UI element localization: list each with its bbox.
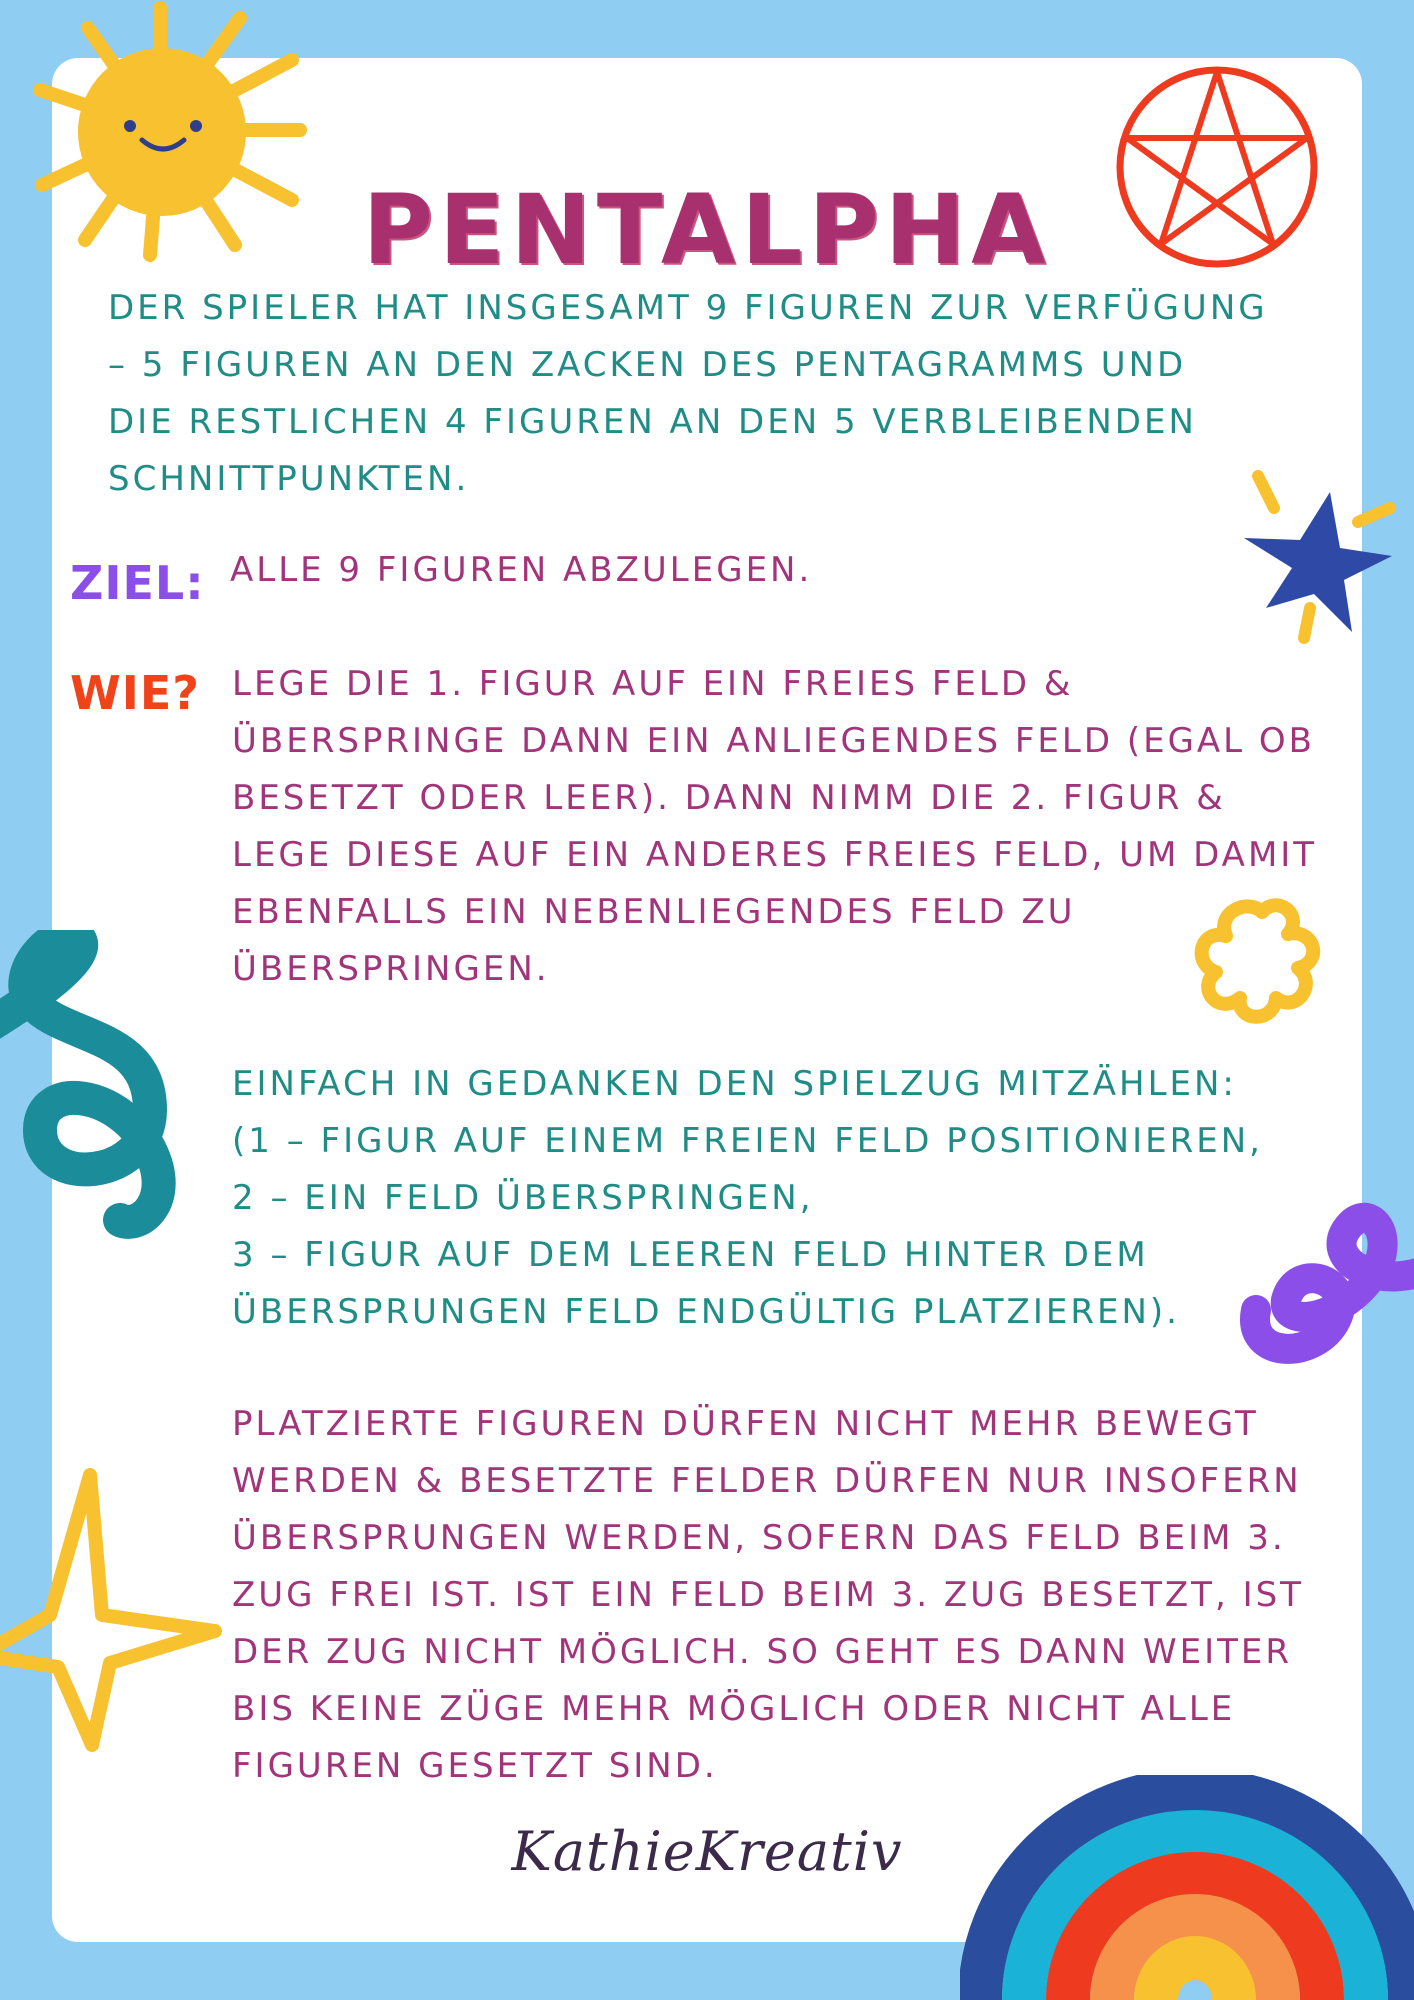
how-label: WIE? — [70, 666, 200, 720]
how-steps-text: LEGE DIE 1. FIGUR AUF EIN FREIES FELD & ÜBERSPRINGE DANN EIN ANLIEGENDES FELD (EGAL OB BESETZT ODER LEER). DANN NIMM DIE 2. FIGUR & LEGE DIESE AUF EIN ANDERES FREIES FELD, UM DAMIT EBENFALLS EIN NEBENLIEGENDES FELD ZU ÜBERSPRINGEN. — [232, 664, 1318, 989]
yellow-outline-star-icon — [0, 1455, 240, 1755]
signature: KathieKreativ — [511, 1820, 903, 1883]
page-title: PENTALPHA — [362, 174, 1052, 287]
intro-text: DER SPIELER HAT INSGESAMT 9 FIGUREN ZUR VERFÜGUNG – 5 FIGUREN AN DEN ZACKEN DES PENTAGRAMMS UND DIE RESTLICHEN 4 FIGUREN AN DEN 5 VERBLEIBENDEN SCHNITTPUNKTEN. — [108, 288, 1268, 499]
counting-text: EINFACH IN GEDANKEN DEN SPIELZUG MITZÄHLEN: (1 – FIGUR AUF EINEM FREIEN FELD POSITIONIEREN, 2 – EIN FELD ÜBERSPRINGEN, 3 – FIGUR AUF DEM LEEREN FELD HINTER DEM ÜBERSPRUNGEN FELD ENDGÜLTIG PLATZIEREN). — [232, 1064, 1263, 1332]
goal-label: ZIEL: — [70, 556, 205, 610]
rainbow-icon — [960, 1775, 1414, 2000]
rules-text: PLATZIERTE FIGUREN DÜRFEN NICHT MEHR BEWEGT WERDEN & BESETZTE FELDER DÜRFEN NUR INSOFERN ÜBERSPRUNGEN WERDEN, SOFERN DAS FELD BEIM 3. ZUG FREI IST. IST EIN FELD BEIM 3. ZUG BESETZT, IST DER ZUG NICHT MÖGLICH. SO GEHT ES DANN WEITER BIS KEINE ZÜGE MEHR MÖGLICH ODER NICHT ALLE FIGUREN GESETZT SIND. — [232, 1404, 1304, 1786]
teal-squiggle-icon — [0, 930, 190, 1260]
goal-text: ALLE 9 FIGUREN ABZULEGEN. — [230, 550, 813, 590]
